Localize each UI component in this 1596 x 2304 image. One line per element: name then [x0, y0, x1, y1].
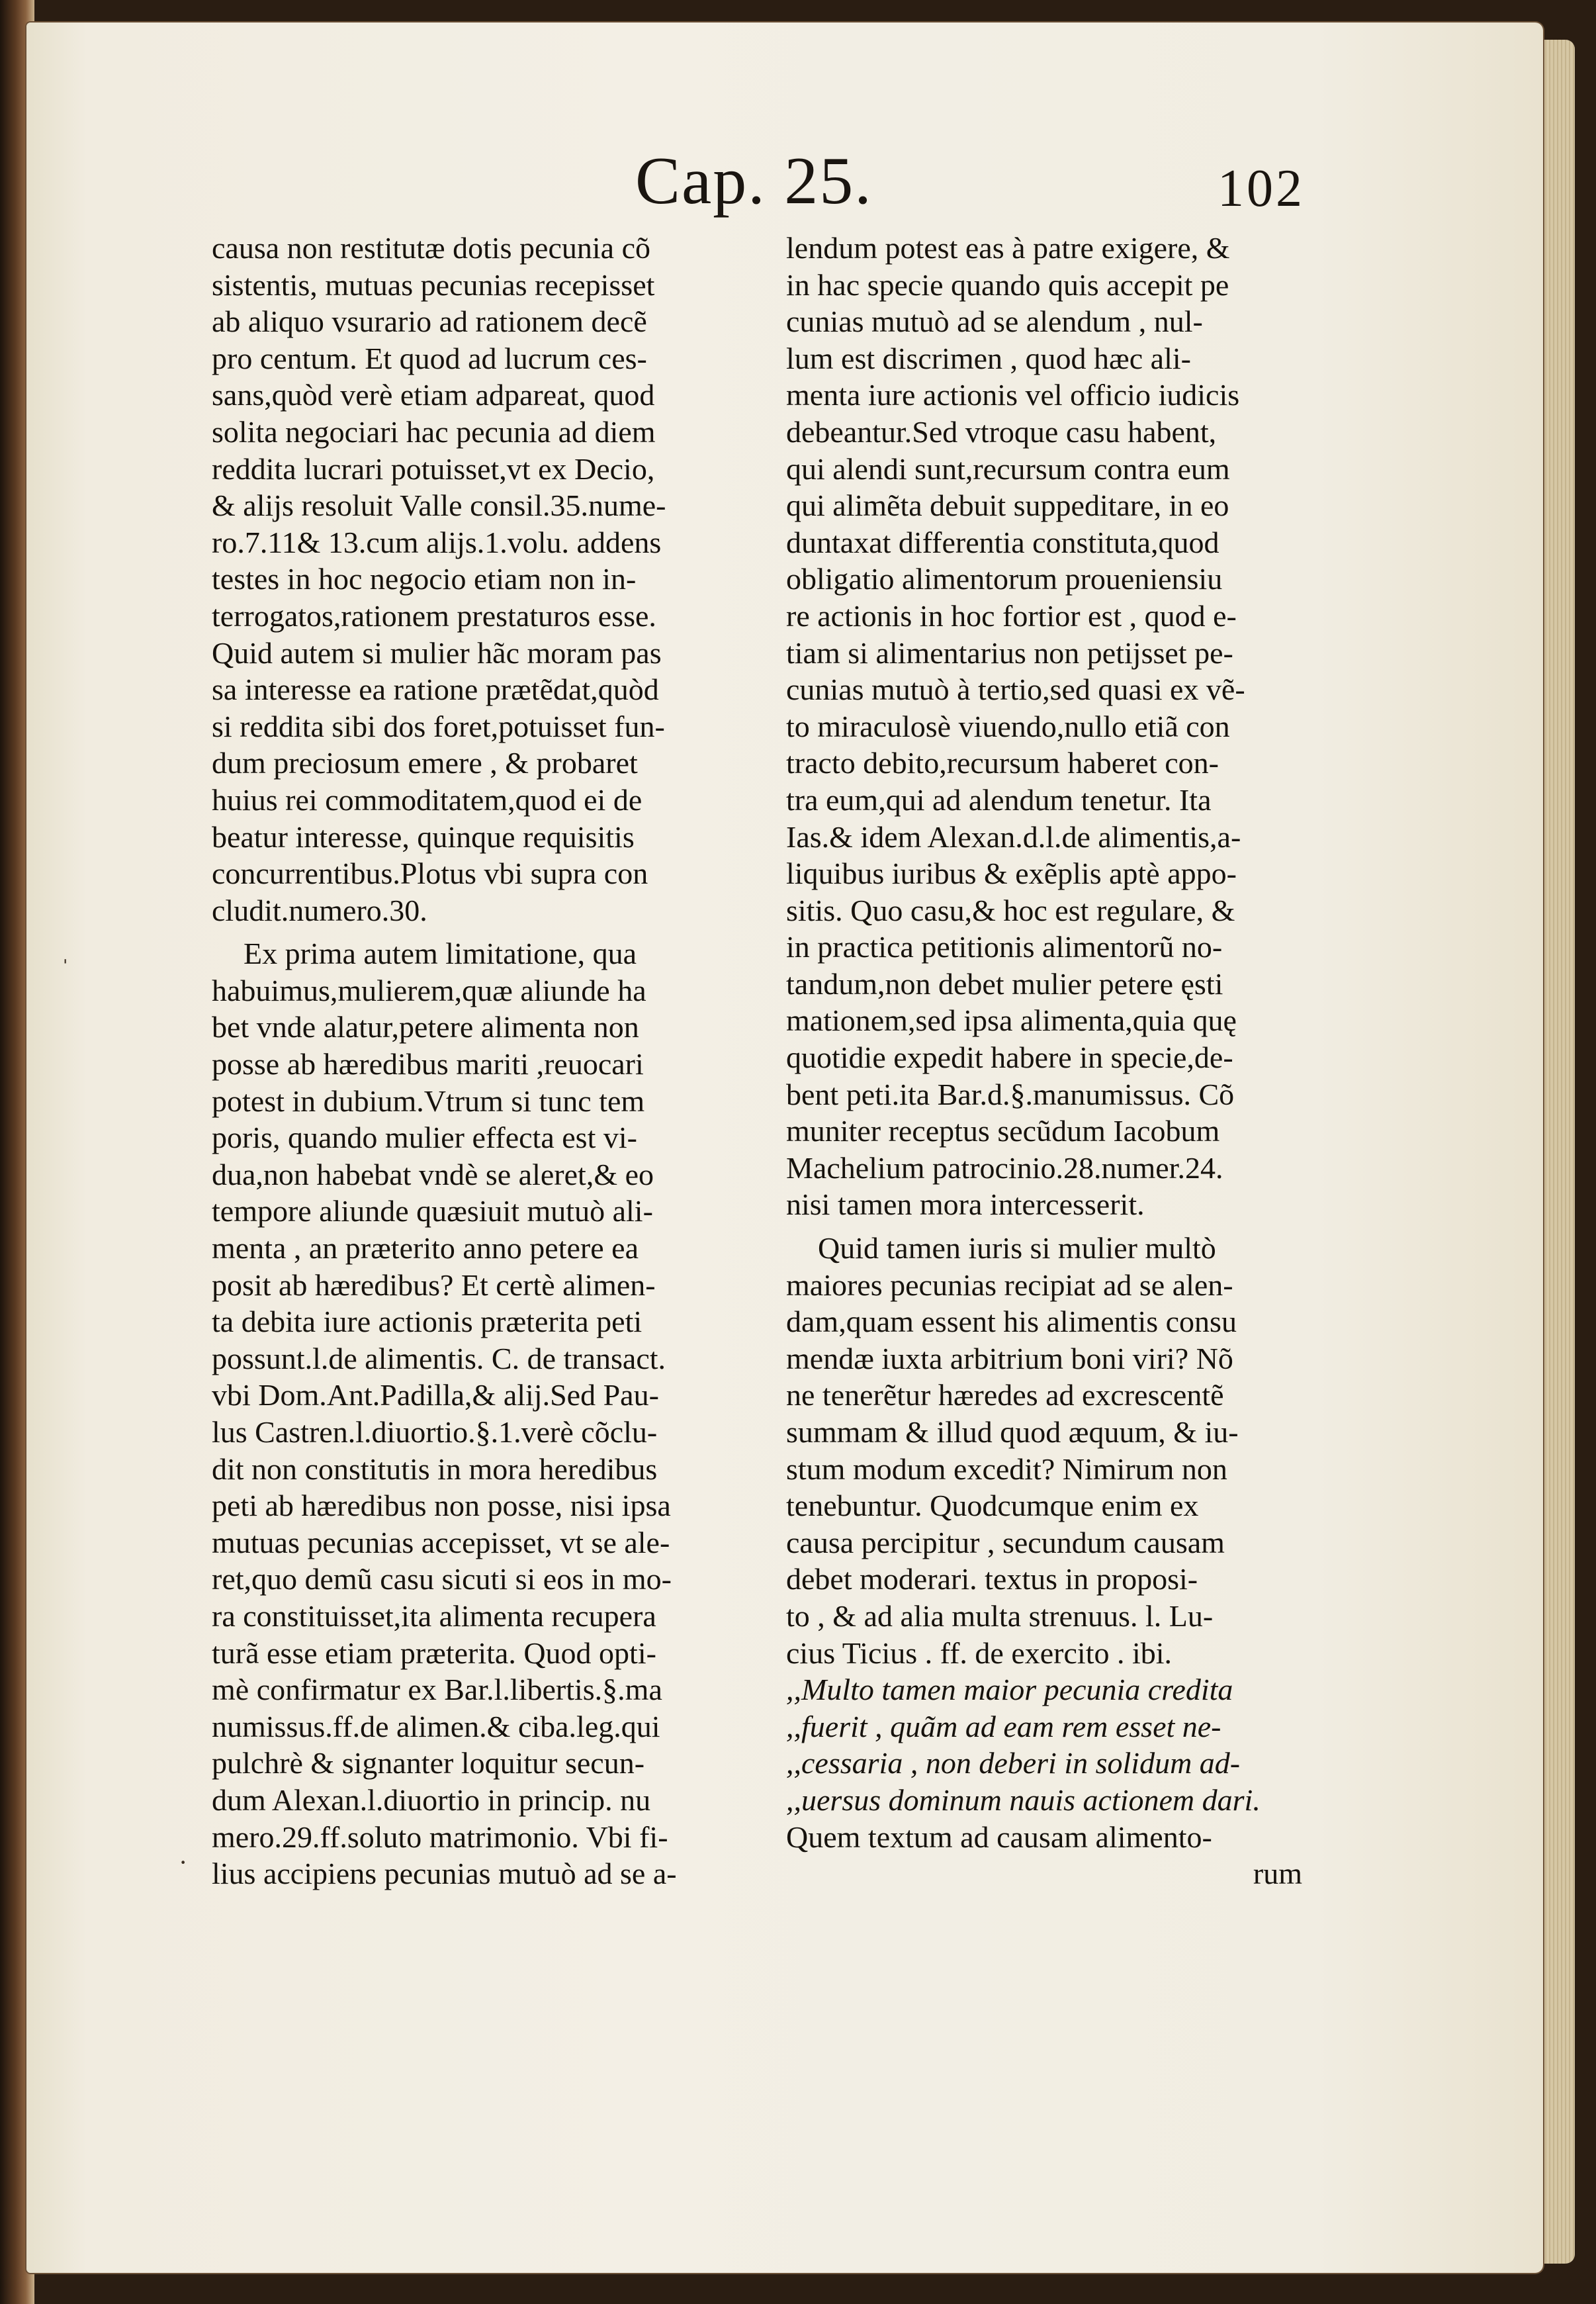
text-line: Quem textum ad causam alimento-	[786, 1820, 1212, 1854]
margin-dot-mark: ·	[179, 1847, 188, 1877]
text-line: to , & ad alia multa strenuus. l. Lu-	[786, 1598, 1214, 1633]
text-line: ,,uersus dominum nauis actionem dari.	[786, 1782, 1261, 1817]
text-line: in hac specie quando quis accepit pe	[786, 267, 1229, 302]
text-line: quotidie expedit habere in specie,de-	[786, 1040, 1233, 1075]
text-line: cunias mutuò à tertio,sed quasi ex vẽ-	[786, 672, 1245, 707]
text-line: mero.29.ff.soluto matrimonio. Vbi fi-	[212, 1820, 668, 1854]
text-line: sistentis, mutuas pecunias recepisset	[212, 267, 655, 302]
text-line: ra constituisset,ita alimenta recupera	[212, 1598, 656, 1633]
text-line: sans,quòd verè etiam adpareat, quod	[212, 378, 655, 412]
text-line: posse ab hæredibus mariti ,reuocari	[212, 1047, 644, 1082]
text-line: pulchrè & signanter loquitur secun-	[212, 1746, 645, 1780]
text-line: tiam si alimentarius non petijsset pe-	[786, 635, 1233, 670]
text-line: tempore aliunde quæsiuit mutuò ali-	[212, 1194, 653, 1228]
text-line: reddita lucrari potuisset,vt ex Decio,	[212, 451, 655, 486]
text-line: ,,fuerit , quãm ad eam rem esset ne-	[786, 1709, 1221, 1743]
text-line: causa percipitur , secundum causam	[786, 1525, 1225, 1559]
text-line: in practica petitionis alimentorũ no-	[786, 930, 1223, 964]
text-line: lendum potest eas à patre exigere, &	[786, 231, 1230, 265]
text-line: concurrentibus.Plotus vbi supra con	[212, 856, 648, 891]
text-line: debeantur.Sed vtroque casu habent,	[786, 414, 1217, 449]
text-line: ab aliquo vsurario ad rationem decẽ	[212, 304, 647, 339]
text-line: lius accipiens pecunias mutuò ad se a-	[212, 1857, 677, 1891]
text-line: duntaxat differentia constituta,quod	[786, 525, 1219, 559]
text-line: mendæ iuxta arbitrium boni viri? Nõ	[786, 1341, 1233, 1375]
text-line: dum preciosum emere , & probaret	[212, 746, 638, 780]
text-line: causa non restitutæ dotis pecunia cõ	[212, 231, 651, 265]
text-line: sitis. Quo casu,& hoc est regulare, &	[786, 893, 1235, 927]
text-line: ro.7.11& 13.cum alijs.1.volu. addens	[212, 525, 662, 559]
paragraph-gap	[212, 929, 741, 935]
text-line: menta , an præterito anno petere ea	[212, 1231, 639, 1266]
text-line: bent peti.ita Bar.d.§.manumissus. Cõ	[786, 1077, 1235, 1111]
text-line: tenebuntur. Quodcumque enim ex	[786, 1489, 1199, 1523]
text-line: potest in dubium.Vtrum si tunc tem	[212, 1083, 645, 1118]
text-line: tra eum,qui ad alendum tenetur. Ita	[786, 782, 1212, 817]
text-line: menta iure actionis vel officio iudicis	[786, 378, 1240, 412]
text-line: stum modum excedit? Nimirum non	[786, 1452, 1227, 1486]
text-line: Ias.& idem Alexan.d.l.de alimentis,a-	[786, 819, 1241, 854]
text-line: ta debita iure actionis præterita peti	[212, 1305, 643, 1339]
text-line: qui alimẽta debuit suppeditare, in eo	[786, 488, 1229, 523]
text-line: tandum,non debet mulier petere ęsti	[786, 966, 1223, 1001]
catchword: rum	[1253, 1857, 1302, 1891]
text-line: peti ab hæredibus non posse, nisi ipsa	[212, 1489, 671, 1523]
text-line: & alijs resoluit Valle consil.35.nume-	[212, 488, 666, 523]
text-line: numissus.ff.de alimen.& ciba.leg.qui	[212, 1709, 660, 1743]
text-line: ,,Multo tamen maior pecunia credita	[786, 1673, 1233, 1707]
text-line: qui alendi sunt,recursum contra eum	[786, 451, 1230, 486]
text-line: beatur interesse, quinque requisitis	[212, 819, 635, 854]
running-head: Cap. 25.	[635, 144, 873, 218]
text-line: ,,cessaria , non deberi in solidum ad-	[786, 1746, 1241, 1780]
text-line: mutuas pecunias accepisset, vt se ale-	[212, 1525, 670, 1559]
text-line: possunt.l.de alimentis. C. de transact.	[212, 1341, 666, 1375]
text-line: lus Castren.l.diuortio.§.1.verè cõclu-	[212, 1415, 658, 1449]
text-line: ne tenerẽtur hæredes ad excrescentẽ	[786, 1378, 1224, 1412]
text-line: cludit.numero.30.	[212, 893, 427, 927]
text-line: habuimus,mulierem,quæ aliunde ha	[212, 973, 646, 1007]
text-line: terrogatos,rationem prestaturos esse.	[212, 598, 656, 633]
text-line: lum est discrimen , quod hæc ali-	[786, 341, 1191, 375]
text-line: dua,non habebat vndè se aleret,& eo	[212, 1157, 654, 1191]
text-line: cius Ticius . ff. de exercito . ibi.	[786, 1636, 1173, 1670]
text-line: cunias mutuò ad se alendum , nul-	[786, 304, 1203, 339]
text-line: to miraculosè viuendo,nullo etiã con	[786, 709, 1230, 743]
left-text-column	[212, 230, 741, 1892]
text-line: dam,quam essent his alimentis consu	[786, 1305, 1237, 1339]
text-line: poris, quando mulier effecta est vi-	[212, 1121, 637, 1155]
text-line: testes in hoc negocio etiam non in-	[212, 562, 637, 596]
text-line: dum Alexan.l.diuortio in princip. nu	[212, 1782, 651, 1817]
paragraph-gap	[786, 1223, 1315, 1230]
text-line: re actionis in hoc fortior est , quod e-	[786, 598, 1237, 633]
text-line: huius rei commoditatem,quod ei de	[212, 782, 643, 817]
text-line: Quid tamen iuris si mulier multò	[818, 1231, 1216, 1266]
text-line: nisi tamen mora intercesserit.	[786, 1187, 1145, 1222]
text-line: solita negociari hac pecunia ad diem	[212, 414, 656, 449]
text-line: obligatio alimentorum proueniensiu	[786, 562, 1223, 596]
text-line: Machelium patrocinio.28.numer.24.	[786, 1150, 1223, 1185]
text-line: ret,quo demũ casu sicuti si eos in mo-	[212, 1562, 672, 1596]
text-line: debet moderari. textus in proposi-	[786, 1562, 1198, 1596]
text-line: tracto debito,recursum haberet con-	[786, 746, 1219, 780]
text-line: turã esse etiam præterita. Quod opti-	[212, 1636, 656, 1670]
text-line: summam & illud quod æquum, & iu-	[786, 1415, 1239, 1449]
text-line: liquibus iuribus & exẽplis aptè appo-	[786, 856, 1237, 891]
folio-number: 102	[1218, 160, 1305, 218]
text-line: muniter receptus secũdum Iacobum	[786, 1114, 1220, 1148]
text-line: Quid autem si mulier hãc moram pas	[212, 635, 662, 670]
text-line: maiores pecunias recipiat ad se alen-	[786, 1267, 1233, 1302]
text-line: vbi Dom.Ant.Padilla,& alij.Sed Pau-	[212, 1378, 659, 1412]
text-line: si reddita sibi dos foret,potuisset fun-	[212, 709, 665, 743]
margin-tick-mark: ˈ	[61, 954, 70, 984]
text-line: posit ab hæredibus? Et certè alimen-	[212, 1267, 656, 1302]
text-line: sa interesse ea ratione prætẽdat,quòd	[212, 672, 659, 707]
text-line: mè confirmatur ex Bar.l.libertis.§.ma	[212, 1673, 662, 1707]
text-line: bet vnde alatur,petere alimenta non	[212, 1010, 639, 1044]
text-line: mationem,sed ipsa alimenta,quia quę	[786, 1003, 1237, 1038]
text-line: dit non constitutis in mora heredibus	[212, 1452, 658, 1486]
right-text-column	[786, 230, 1315, 1892]
text-line: pro centum. Et quod ad lucrum ces-	[212, 341, 647, 375]
text-line: Ex prima autem limitatione, qua	[244, 937, 637, 971]
